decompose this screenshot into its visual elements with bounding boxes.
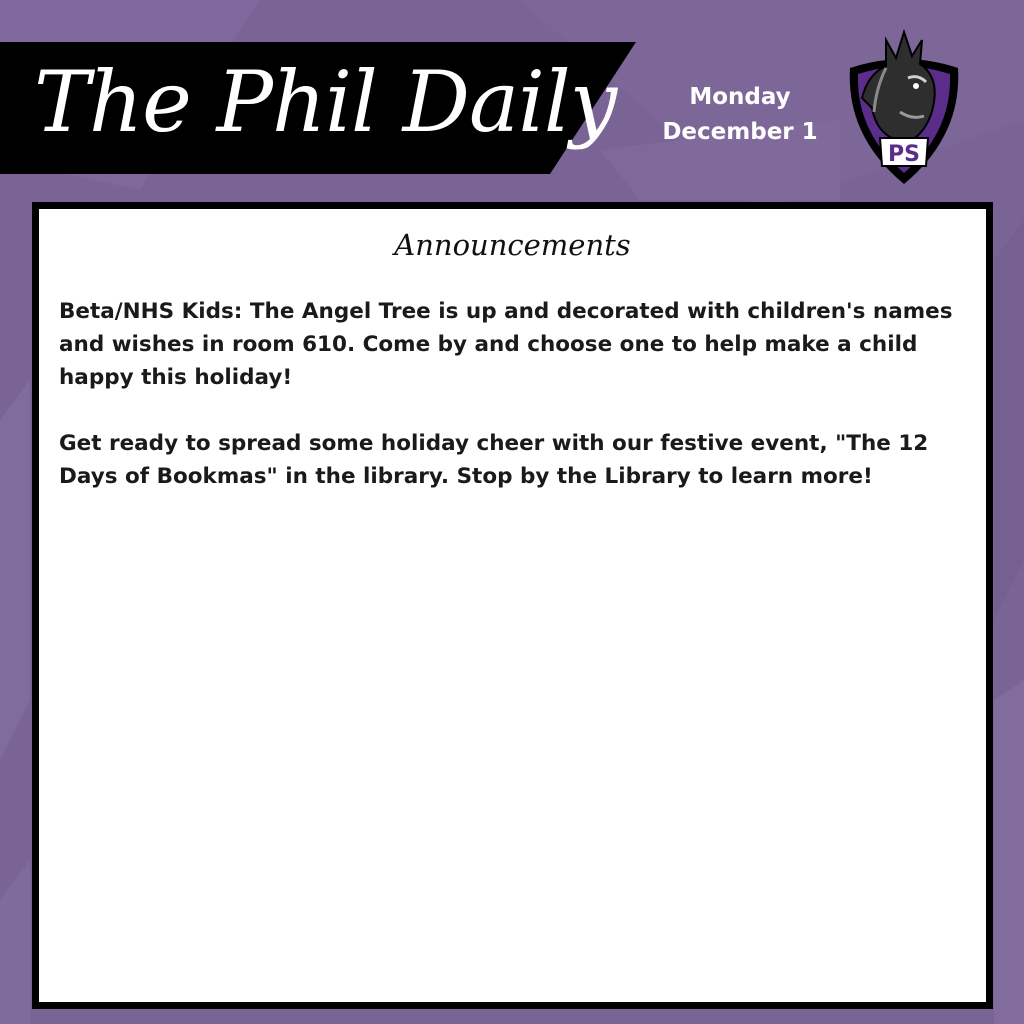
announcements-panel xyxy=(32,202,993,1009)
issue-day: December 1 xyxy=(662,119,818,145)
issue-weekday: Monday xyxy=(689,84,791,110)
announcements-heading: Announcements xyxy=(394,228,631,262)
horse-mascot-shield-icon xyxy=(846,28,962,188)
logo-monogram: PS xyxy=(888,142,920,167)
issue-date xyxy=(650,80,830,150)
masthead-title: The Phil Daily xyxy=(34,53,617,151)
announcement-item: Get ready to spread some holiday cheer with our festive event, "The 12 Days of Bookmas" in the library. Stop by the Library to learn more! xyxy=(59,431,929,489)
announcement-item: Beta/NHS Kids: The Angel Tree is up and decorated with children's names and wishes in room 610. Come by and choose one to help make a child happy this holiday! xyxy=(59,299,953,390)
announcements-list xyxy=(59,295,966,493)
